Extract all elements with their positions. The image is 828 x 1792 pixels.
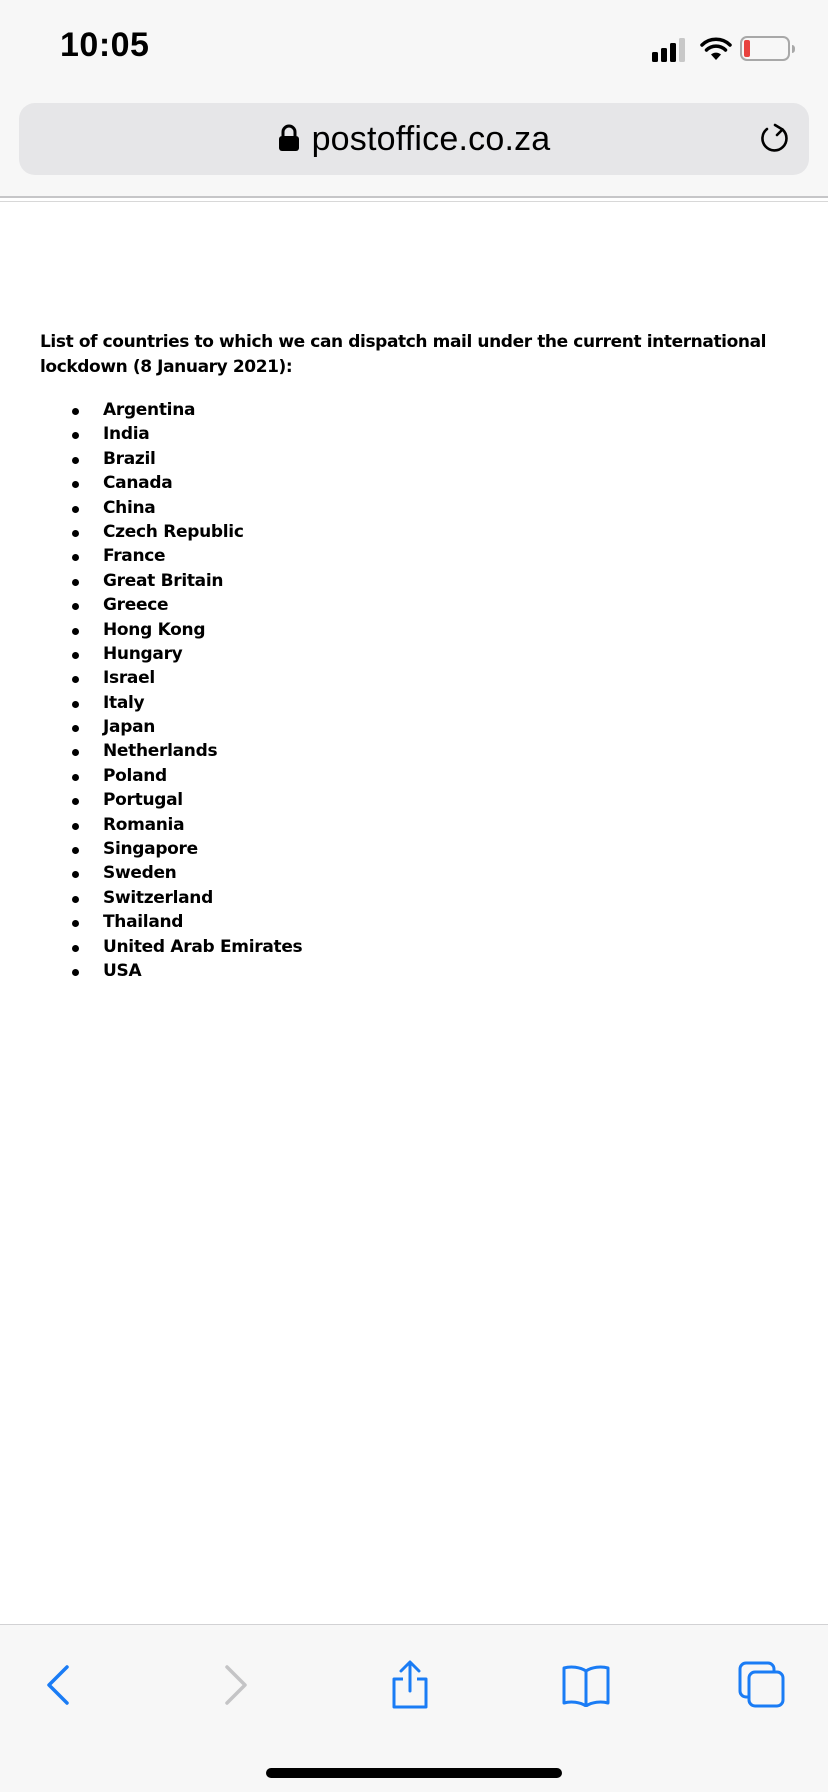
bookmarks-icon [561, 1663, 611, 1707]
wifi-icon [700, 36, 732, 62]
bullet-icon [72, 408, 79, 415]
country-list-item [40, 496, 790, 520]
share-button[interactable] [380, 1655, 440, 1715]
country-list-item [40, 398, 790, 422]
country-name: Switzerland [103, 887, 213, 908]
address-bar[interactable] [19, 103, 809, 175]
status-time: 10:05 [60, 26, 150, 64]
country-list-item [40, 837, 790, 861]
country-list-item [40, 618, 790, 642]
bullet-icon [72, 457, 79, 464]
bullet-icon [72, 628, 79, 635]
url-text: postoffice.co.za [311, 119, 551, 158]
country-name: Brazil [103, 448, 156, 469]
tabs-button[interactable] [732, 1655, 792, 1715]
bullet-icon [72, 579, 79, 586]
bullet-icon [72, 774, 79, 781]
bullet-icon [72, 945, 79, 952]
bullet-icon [72, 749, 79, 756]
battery-icon [740, 36, 796, 62]
back-button[interactable] [28, 1655, 88, 1715]
country-name: Singapore [103, 839, 198, 860]
country-name: Romania [103, 814, 185, 835]
country-name: Israel [103, 668, 155, 689]
country-name: USA [103, 960, 142, 981]
bullet-icon [72, 554, 79, 561]
country-list-item [40, 569, 790, 593]
bullet-icon [72, 823, 79, 830]
country-name: Hungary [103, 643, 183, 664]
country-name: Netherlands [103, 741, 218, 762]
country-name: Canada [103, 473, 173, 494]
country-name: Sweden [103, 863, 177, 884]
lock-icon [278, 124, 300, 152]
country-list-item [40, 935, 790, 959]
share-icon [388, 1659, 432, 1711]
country-name: Poland [103, 765, 167, 786]
bullet-icon [72, 481, 79, 488]
country-name: France [103, 546, 166, 567]
country-name: Portugal [103, 790, 183, 811]
country-list-item [40, 593, 790, 617]
forward-button[interactable] [206, 1655, 266, 1715]
cellular-signal-icon [652, 37, 690, 62]
country-name: Czech Republic [103, 521, 244, 542]
country-list-item [40, 886, 790, 910]
bullet-icon [72, 676, 79, 683]
bullet-icon [72, 896, 79, 903]
country-list [40, 398, 790, 983]
country-name: Italy [103, 692, 145, 713]
tabs-icon [737, 1660, 787, 1710]
country-list-item [40, 959, 790, 983]
country-name: Thailand [103, 912, 184, 933]
bullet-icon [72, 603, 79, 610]
intro-text: List of countries to which we can dispatch mail under the current international lockdown (8 January 2021): [40, 332, 767, 377]
country-name: Argentina [103, 400, 196, 420]
bullet-icon [72, 530, 79, 537]
bullet-icon [72, 847, 79, 854]
country-name: India [103, 424, 150, 445]
bullet-icon [72, 920, 79, 927]
back-icon [43, 1663, 73, 1707]
bookmarks-button[interactable] [556, 1655, 616, 1715]
country-list-item [40, 764, 790, 788]
bullet-icon [72, 701, 79, 708]
country-name: United Arab Emirates [103, 936, 303, 957]
country-list-item [40, 544, 790, 568]
bullet-icon [72, 871, 79, 878]
browser-top-chrome [0, 0, 828, 198]
page-content [40, 330, 790, 983]
country-list-item [40, 520, 790, 544]
country-list-item [40, 788, 790, 812]
country-list-item [40, 861, 790, 885]
bullet-icon [72, 506, 79, 513]
bullet-icon [72, 969, 79, 976]
country-list-item [40, 666, 790, 690]
country-list-item [40, 715, 790, 739]
country-list-item [40, 642, 790, 666]
country-name: Great Britain [103, 570, 224, 591]
country-list-item [40, 422, 790, 446]
country-name: Hong Kong [103, 619, 206, 640]
country-name: Greece [103, 595, 169, 616]
country-list-item [40, 910, 790, 934]
country-name: China [103, 497, 156, 518]
browser-toolbar [0, 1624, 828, 1792]
country-list-item [40, 813, 790, 837]
country-list-item [40, 471, 790, 495]
country-list-item [40, 691, 790, 715]
bullet-icon [72, 432, 79, 439]
country-list-item [40, 447, 790, 471]
reload-icon[interactable] [757, 121, 793, 157]
country-name: Japan [103, 717, 156, 738]
bullet-icon [72, 652, 79, 659]
chrome-divider [0, 201, 828, 202]
forward-icon [221, 1663, 251, 1707]
bullet-icon [72, 725, 79, 732]
bullet-icon [72, 798, 79, 805]
home-indicator [266, 1768, 562, 1778]
country-list-item [40, 739, 790, 763]
